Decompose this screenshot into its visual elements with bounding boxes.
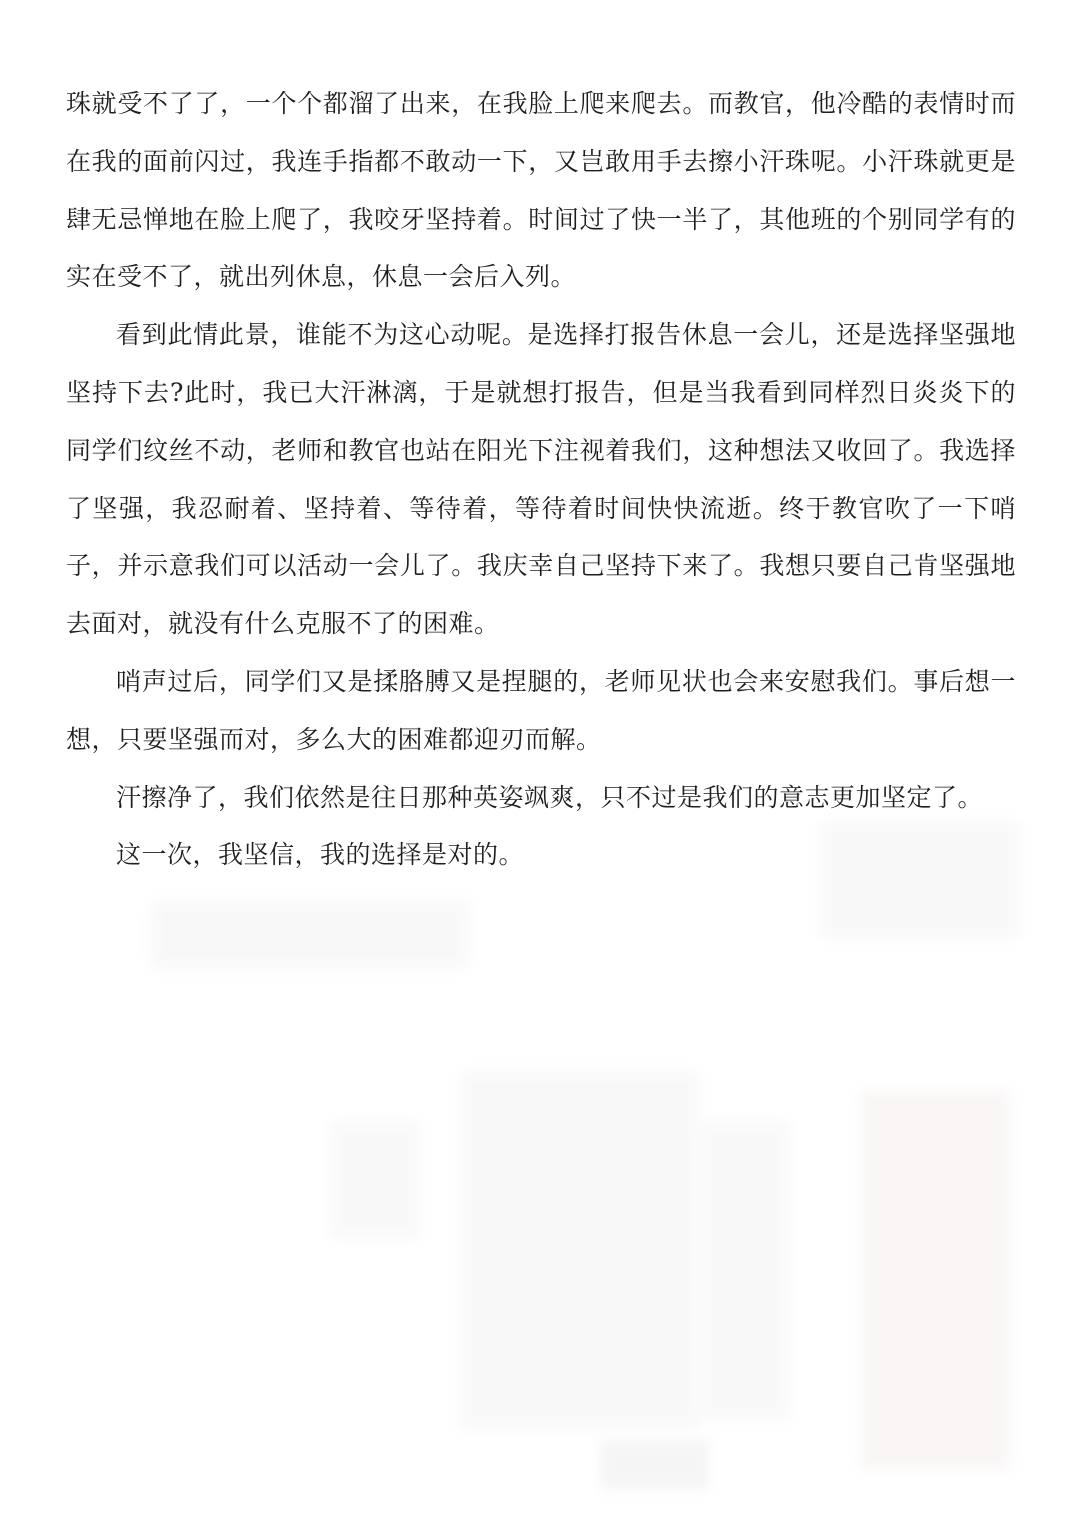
bleed-through-shadow [150,900,470,970]
paragraph-conclusion: 这一次，我坚信，我的选择是对的。 [116,840,525,870]
paragraph-continuation: 珠就受不了了，一个个都溜了出来，在我脸上爬来爬去。而教官，他冷酷的表情时而在我的面前闪过，我连手指都不敢动一下，又岂敢用手去擦小汗珠呢。小汗珠就更是肆无忌惮地在脸上爬了，我咬牙坚持着。时间过了快一半了，其他班的个别同学有的实在受不了，就出列休息，休息一会后入列。 [66,89,1016,292]
paragraph-sweat-wiped: 汗擦净了，我们依然是往日那种英姿飒爽，只不过是我们的意志更加坚定了。 [116,782,984,812]
bleed-through-shadow [460,1070,700,1430]
bleed-through-shadow [330,1120,420,1240]
bleed-through-shadow [860,1090,1010,1470]
bleed-through-shadow [700,1120,790,1420]
paragraph-after-whistle: 哨声过后，同学们又是揉胳膊又是捏腿的，老师见状也会来安慰我们。事后想一想，只要坚强而对，多么大的困难都迎刃而解。 [66,666,1016,754]
essay-body [66,75,1016,884]
paragraph-choice: 看到此情此景，谁能不为这心动呢。是选择打报告休息一会儿，还是选择坚强地坚持下去?此时，我已大汗淋漓，于是就想打报告，但是当我看到同样烈日炎炎下的同学们纹丝不动，老师和教官也站在阳光下注视着我们，这种想法又收回了。我选择了坚强，我忍耐着、坚持着、等待着，等待着时间快快流逝。终于教官吹了一下哨子，并示意我们可以活动一会儿了。我庆幸自己坚持下来了。我想只要自己肯坚强地去面对，就没有什么克服不了的困难。 [66,320,1016,639]
bleed-through-shadow [600,1440,710,1490]
